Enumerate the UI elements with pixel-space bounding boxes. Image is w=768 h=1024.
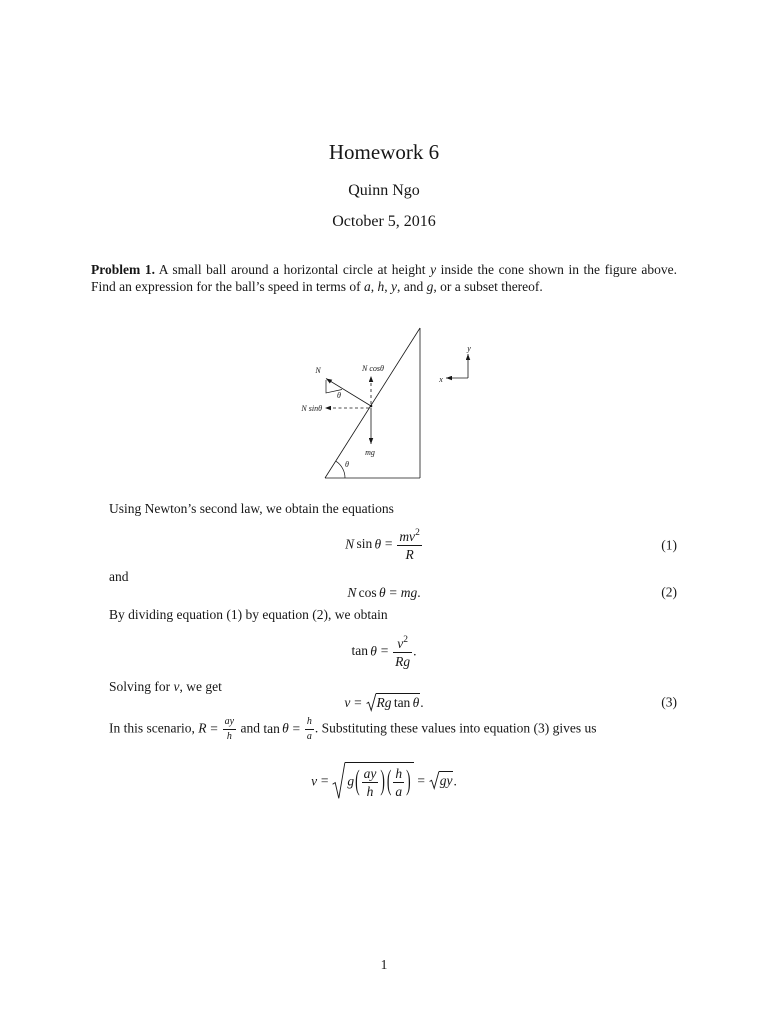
math-variable: h — [306, 716, 312, 727]
solving-text-b: , we get — [179, 679, 222, 694]
label-mg: mg — [365, 448, 375, 457]
fraction-numerator — [397, 529, 422, 546]
math-variable: v — [173, 679, 180, 694]
equation-tan-body — [352, 636, 417, 669]
math-variable: ay — [363, 765, 377, 781]
solution-intro: Using Newton’s second law, we obtain the equations — [109, 501, 394, 516]
math-variable: gy — [439, 773, 453, 789]
math-variable: v — [397, 635, 404, 651]
label-normal-force: N — [315, 366, 321, 375]
math-variable: mg — [400, 584, 418, 600]
math-paren: ( — [355, 764, 360, 796]
page-number: 1 — [380, 957, 388, 972]
math-variable: h — [377, 279, 385, 294]
radical-stroke — [429, 772, 438, 789]
square-root — [429, 771, 457, 789]
equation-tan — [91, 634, 677, 670]
equation-3 — [91, 692, 677, 712]
superscript: 2 — [403, 634, 408, 645]
problem-text: Find an expression for the ball’s speed in terms of — [91, 279, 364, 294]
math-punctuation: . — [453, 773, 457, 789]
fraction — [362, 766, 379, 799]
radical-sign — [366, 693, 376, 711]
equation-final — [91, 757, 677, 803]
math-variable: Rg — [395, 653, 411, 669]
math-variable: Rg — [376, 695, 392, 710]
scenario-text — [109, 716, 597, 743]
math-symbol: = — [292, 720, 301, 736]
problem-text: , or a subset thereof. — [433, 279, 543, 294]
equation-number: (1) — [661, 537, 677, 553]
math-variable: h — [366, 783, 374, 799]
radicand — [376, 693, 424, 711]
scenario-text-b: and — [237, 720, 264, 736]
math-variable: R — [198, 720, 207, 736]
base-angle-arc — [336, 461, 345, 478]
equation-2 — [91, 583, 677, 601]
math-variable: h — [226, 731, 232, 742]
math-variable: θ — [370, 643, 377, 659]
label-n-cos: N cosθ — [362, 364, 384, 373]
dividing-text: By dividing equation (1) by equation (2), we obtain — [109, 607, 388, 622]
label-axis-y: y — [467, 344, 471, 353]
math-variable: v — [311, 773, 318, 789]
author-name: Quinn Ngo — [348, 182, 420, 199]
fraction-numerator — [362, 766, 379, 783]
math-function: tan — [351, 643, 369, 659]
math-punctuation: . — [417, 584, 421, 600]
fraction-denominator — [305, 730, 314, 743]
equation-2-body — [347, 584, 420, 601]
fraction-numerator — [223, 716, 236, 730]
fraction-numerator — [393, 766, 404, 783]
math-variable: ay — [224, 716, 235, 727]
math-variable: mv — [399, 528, 416, 544]
math-paren: ) — [380, 764, 385, 796]
math-paren: ( — [386, 764, 392, 796]
math-variable: h — [395, 765, 403, 781]
problem-label: Problem 1. — [91, 262, 155, 277]
equation-final-body — [311, 762, 457, 799]
math-variable: N — [345, 536, 355, 552]
math-variable: a — [306, 731, 312, 742]
math-variable: a — [395, 783, 403, 799]
math-variable: θ — [412, 695, 420, 710]
math-symbol: = — [210, 720, 218, 736]
fraction-denominator — [397, 546, 422, 562]
math-function: sin — [356, 536, 373, 552]
normal-force-arrow — [326, 379, 371, 407]
cone-force-diagram — [280, 320, 490, 485]
math-symbol: = — [384, 536, 393, 552]
label-theta-base: θ — [345, 460, 349, 469]
fraction-denominator — [362, 783, 379, 799]
problem-text: , — [370, 279, 378, 294]
math-variable: θ — [378, 584, 386, 600]
math-function: tan — [393, 695, 411, 710]
math-paren: ) — [406, 764, 411, 796]
math-punctuation: . — [413, 643, 417, 659]
math-symbol: = — [389, 584, 397, 600]
math-function: tan — [263, 720, 280, 736]
math-variable: θ — [374, 536, 382, 552]
equation-3-body — [344, 693, 423, 711]
math-symbol: = — [354, 695, 362, 710]
radical-sign — [429, 771, 439, 789]
math-variable: g — [347, 773, 355, 789]
label-n-sin: N sinθ — [301, 404, 322, 413]
math-punctuation: . — [420, 695, 424, 710]
radical-stroke — [366, 694, 375, 711]
math-variable: y — [390, 279, 397, 294]
fraction — [223, 716, 236, 743]
scenario-text-c: . Substituting these values into equation (3) gives us — [314, 720, 597, 736]
math-variable: g — [426, 279, 434, 294]
math-variable: θ — [282, 720, 289, 736]
label-axis-x: x — [439, 375, 443, 384]
fraction-denominator — [393, 783, 404, 799]
problem-1 — [91, 261, 677, 295]
scenario-text-a: In this scenario, — [109, 720, 199, 736]
problem-text: A small ball around a horizontal circle at height — [154, 262, 431, 277]
square-root — [332, 762, 413, 799]
math-symbol: = — [320, 773, 329, 789]
math-variable: v — [344, 695, 351, 710]
problem-text: , and — [396, 279, 427, 294]
fraction — [305, 716, 314, 743]
fraction — [393, 636, 412, 669]
superscript: 2 — [415, 527, 420, 538]
fraction — [393, 766, 404, 799]
problem-1-line-1 — [91, 261, 677, 278]
radical-sign — [332, 762, 345, 799]
document-title: Homework 6 — [328, 140, 440, 164]
math-variable: a — [363, 279, 371, 294]
math-symbol: = — [417, 773, 425, 789]
fraction-denominator — [393, 653, 412, 669]
conjunction-text: and — [109, 569, 129, 584]
equation-number: (3) — [661, 694, 677, 710]
solving-text-a: Solving for — [109, 679, 174, 694]
math-variable: N — [347, 584, 357, 600]
math-symbol: = — [380, 643, 389, 659]
radical-stroke — [333, 762, 345, 798]
radicand — [345, 762, 413, 799]
fraction-numerator — [393, 636, 412, 653]
math-variable: y — [430, 262, 437, 277]
math-function: cos — [358, 584, 377, 600]
fraction-denominator — [223, 730, 236, 743]
equation-number: (2) — [661, 584, 677, 600]
square-root — [366, 693, 424, 711]
problem-text: inside the cone shown in the figure above. — [436, 262, 678, 277]
problem-1-line-2 — [91, 278, 677, 295]
problem-text: , — [384, 279, 391, 294]
equation-1-body — [345, 529, 423, 562]
math-variable: R — [405, 546, 414, 562]
fraction-numerator — [305, 716, 314, 730]
equation-1 — [91, 527, 677, 563]
label-theta-normal: θ — [337, 391, 341, 400]
document-date: October 5, 2016 — [332, 213, 436, 230]
radicand — [439, 771, 457, 789]
fraction — [397, 529, 422, 562]
